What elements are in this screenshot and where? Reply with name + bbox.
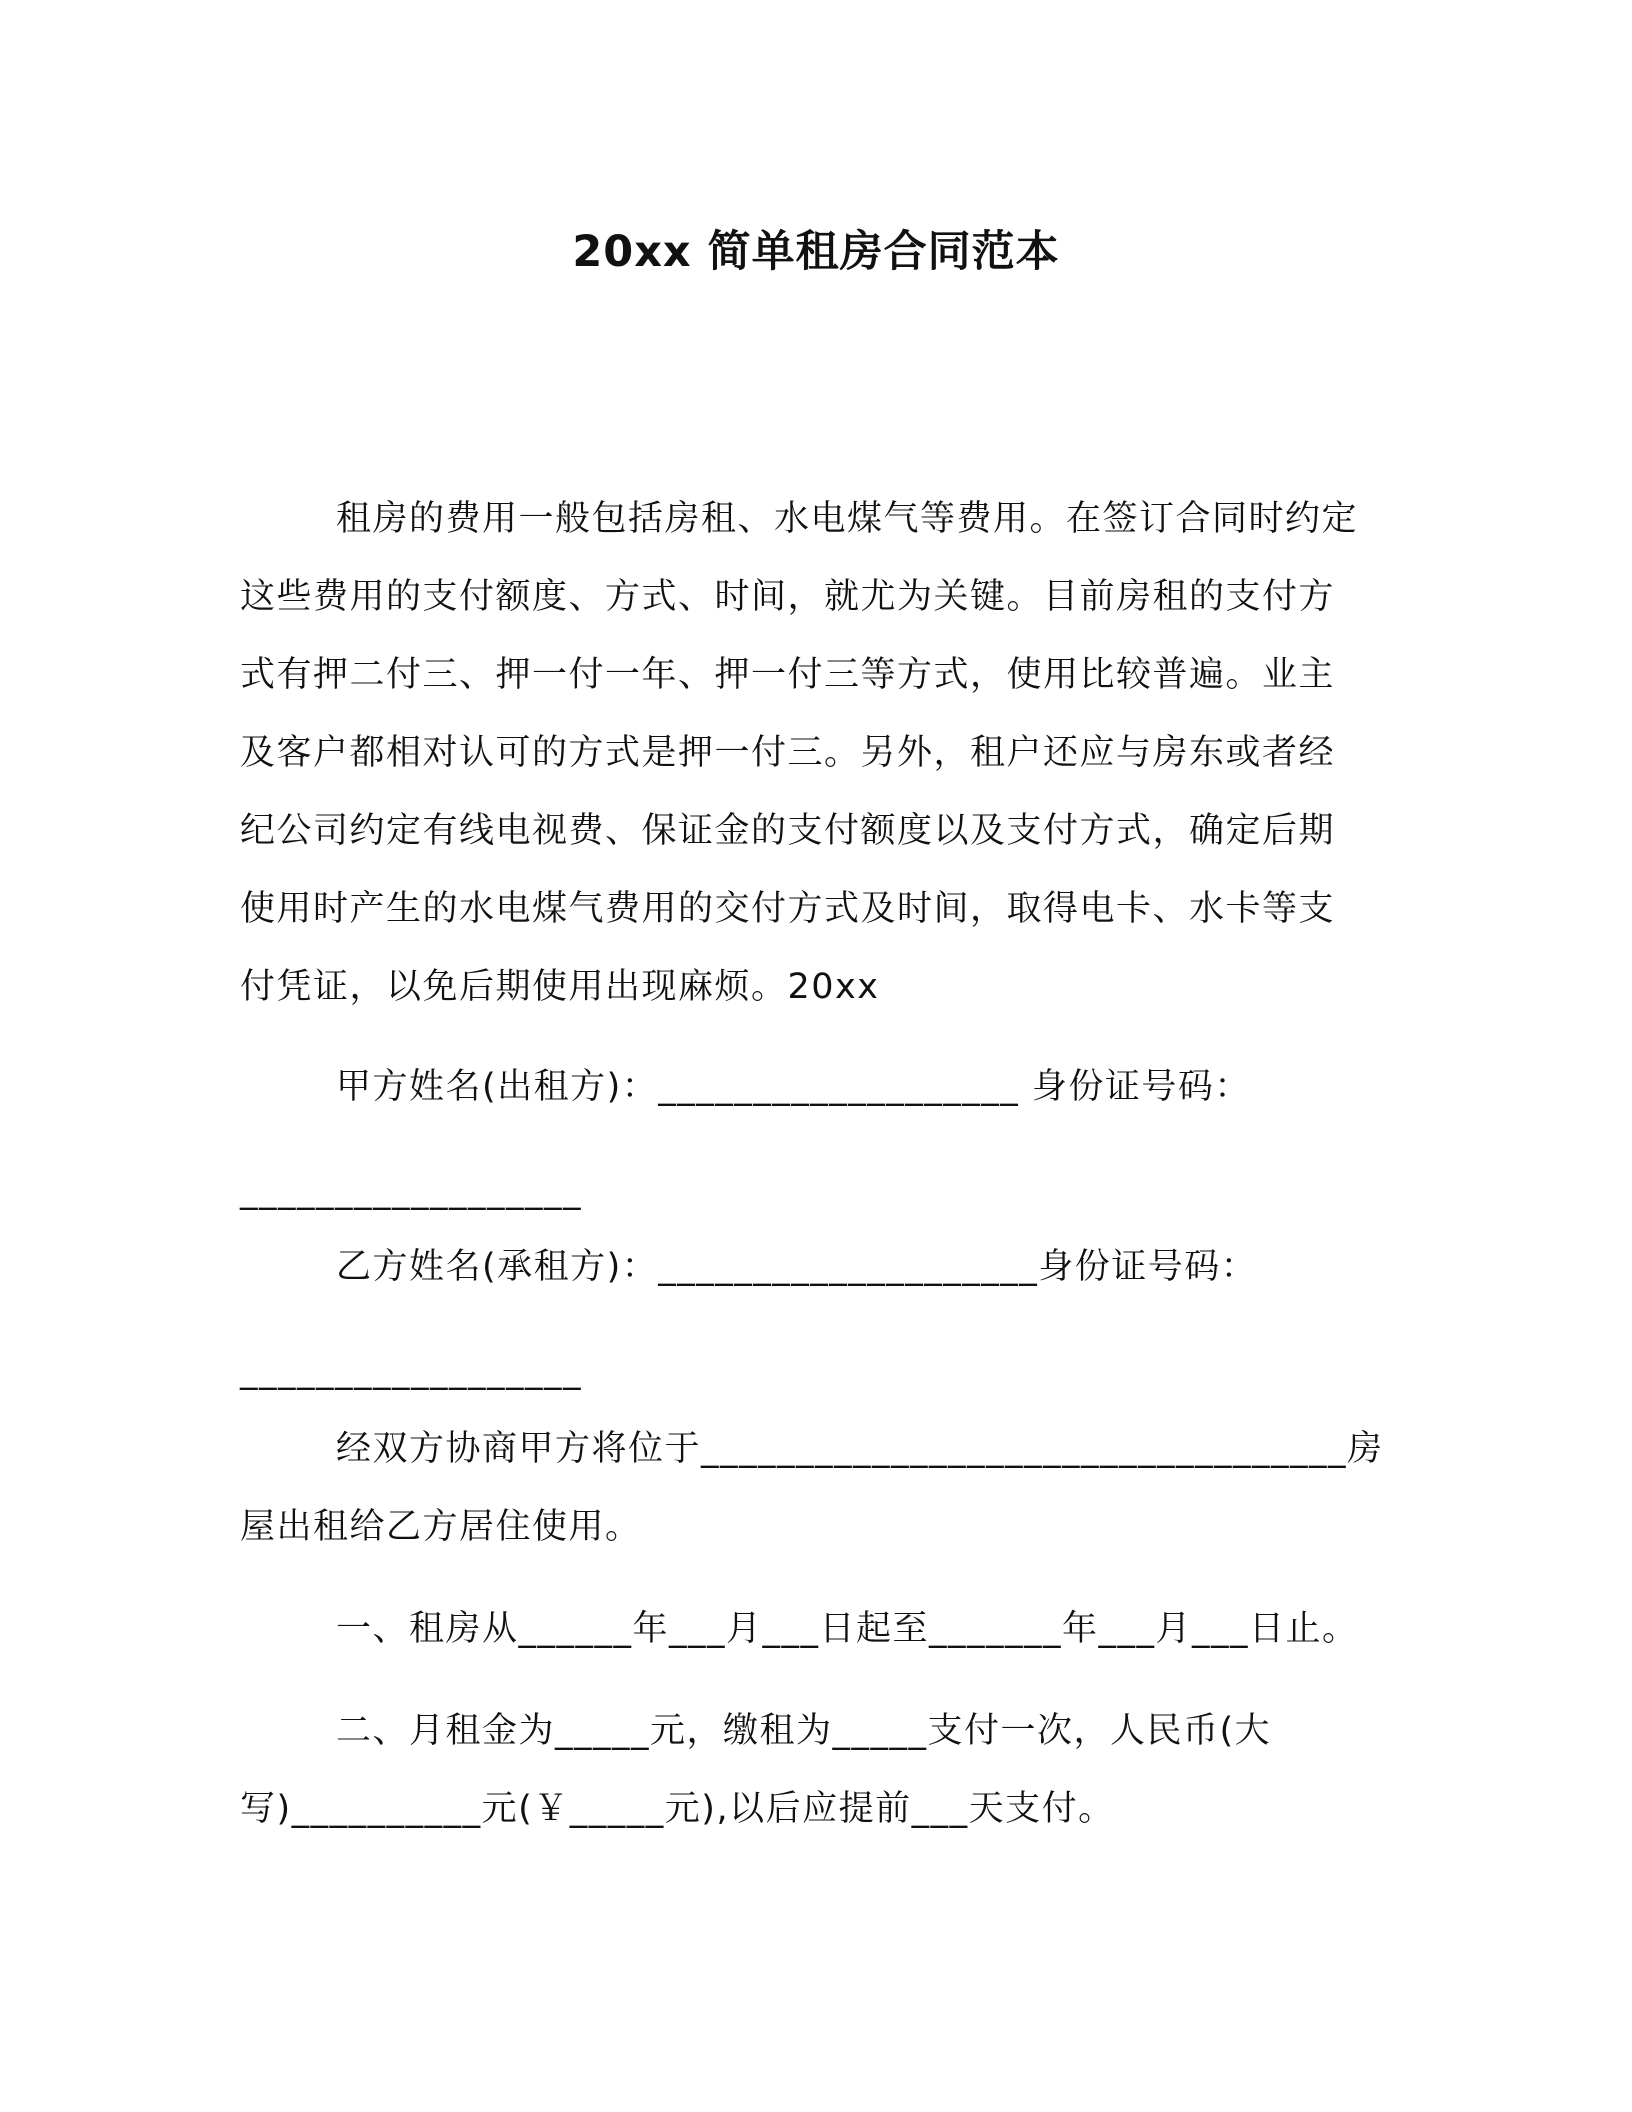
clause-2-line: 二、月租金为_____元，缴租为_____支付一次，人民币(大 <box>336 1711 1272 1751</box>
intro-line: 及客户都相对认可的方式是押一付三。另外，租户还应与房东或者经 <box>240 733 1336 773</box>
party-b-id-blank: __________________ <box>240 1351 582 1391</box>
party-a-id-blank: __________________ <box>240 1171 582 1211</box>
clause-1-line: 一、租房从______年___月___日起至_______年___月___日止。 <box>336 1609 1359 1649</box>
document-title: 20xx 简单租房合同范本 <box>572 227 1060 277</box>
party-a-name-line: 甲方姓名(出租方)：___________________ 身份证号码： <box>336 1067 1251 1107</box>
intro-line: 式有押二付三、押一付一年、押一付三等方式，使用比较普遍。业主 <box>240 655 1336 695</box>
clause-2-paragraph <box>240 1692 1400 1848</box>
clause-1-paragraph <box>240 1590 1400 1668</box>
intro-line: 付凭证，以免后期使用出现麻烦。20xx <box>240 967 880 1007</box>
intro-line: 租房的费用一般包括房租、水电煤气等费用。在签订合同时约定 <box>336 499 1359 539</box>
party-b-name-line: 乙方姓名(承租方)：____________________身份证号码： <box>336 1247 1258 1287</box>
clause-2-line: 写)__________元(￥_____元),以后应提前___天支付。 <box>240 1789 1115 1829</box>
location-line: 屋出租给乙方居住使用。 <box>240 1507 642 1547</box>
intro-paragraph <box>240 480 1400 1026</box>
location-paragraph <box>240 1410 1400 1566</box>
intro-line: 纪公司约定有线电视费、保证金的支付额度以及支付方式，确定后期 <box>240 811 1336 851</box>
party-b-paragraph <box>240 1228 1400 1410</box>
location-line: 经双方协商甲方将位于__________________________________房 <box>336 1429 1384 1469</box>
party-a-paragraph <box>240 1048 1400 1230</box>
intro-line: 这些费用的支付额度、方式、时间，就尤为关键。目前房租的支付方 <box>240 577 1336 617</box>
intro-line: 使用时产生的水电煤气费用的交付方式及时间，取得电卡、水卡等支 <box>240 889 1336 929</box>
